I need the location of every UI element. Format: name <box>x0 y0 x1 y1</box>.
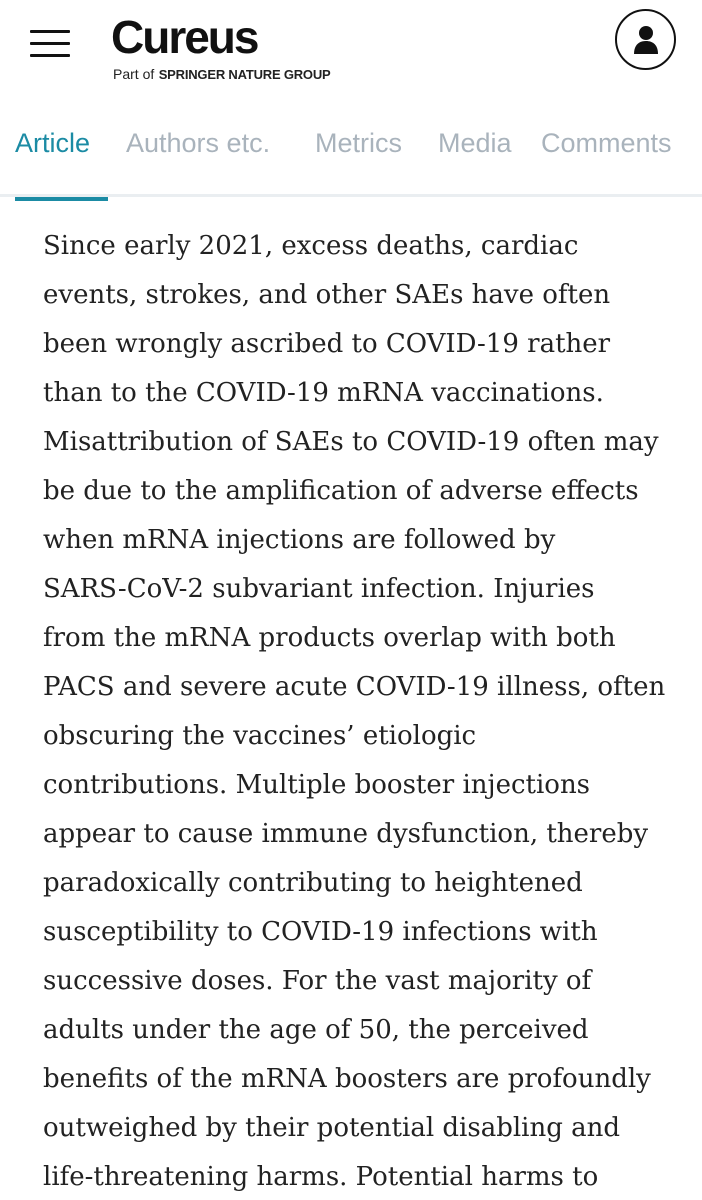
article-line: events, strokes, and other SAEs have often <box>43 280 611 310</box>
article-line: appear to cause immune dysfunction, thereby <box>43 819 649 849</box>
article-line: when mRNA injections are followed by <box>43 525 556 555</box>
user-icon <box>633 25 659 55</box>
article-line: SARS-CoV-2 subvariant infection. Injuries <box>43 574 595 604</box>
article-line: adults under the age of 50, the perceived <box>43 1015 589 1045</box>
brand-name: Cureus <box>111 11 258 63</box>
article-line: from the mRNA products overlap with both <box>43 623 616 653</box>
tab-authors[interactable]: Authors etc. <box>126 128 271 158</box>
article-tabs <box>0 122 702 202</box>
article-line: life-threatening harms. Potential harms to <box>43 1162 599 1192</box>
tagline-group: SPRINGER NATURE GROUP <box>158 67 331 82</box>
cureus-logo[interactable] <box>111 10 331 82</box>
article-line: Since early 2021, excess deaths, cardiac <box>43 231 579 261</box>
article-line: be due to the amplification of adverse effects <box>43 476 639 506</box>
article-line: paradoxically contributing to heightened <box>43 868 583 898</box>
article-line: Misattribution of SAEs to COVID-19 often may <box>43 427 659 457</box>
publisher-tagline <box>113 66 331 84</box>
article-line: susceptibility to COVID-19 infections with <box>43 917 598 947</box>
tab-article[interactable]: Article <box>15 128 91 158</box>
tagline-prefix: Part of <box>113 66 155 82</box>
tab-media[interactable]: Media <box>438 128 512 158</box>
article-line: contributions. Multiple booster injections <box>43 770 591 800</box>
tab-comments[interactable]: Comments <box>541 128 672 158</box>
article-line: obscuring the vaccines’ etiologic <box>43 721 477 751</box>
article-body <box>43 222 683 1200</box>
article-line: been wrongly ascribed to COVID-19 rather <box>43 329 611 359</box>
article-line: outweighed by their potential disabling and <box>43 1113 621 1143</box>
article-line: successive doses. For the vast majority of <box>43 966 592 996</box>
article-line: than to the COVID-19 mRNA vaccinations. <box>43 378 604 408</box>
tab-metrics[interactable]: Metrics <box>315 128 402 158</box>
hamburger-menu-icon[interactable] <box>30 26 70 62</box>
tabs-divider <box>0 194 702 197</box>
account-button[interactable] <box>615 9 676 70</box>
article-line: benefits of the mRNA boosters are profoundly <box>43 1064 651 1094</box>
article-line: PACS and severe acute COVID-19 illness, often <box>43 672 666 702</box>
